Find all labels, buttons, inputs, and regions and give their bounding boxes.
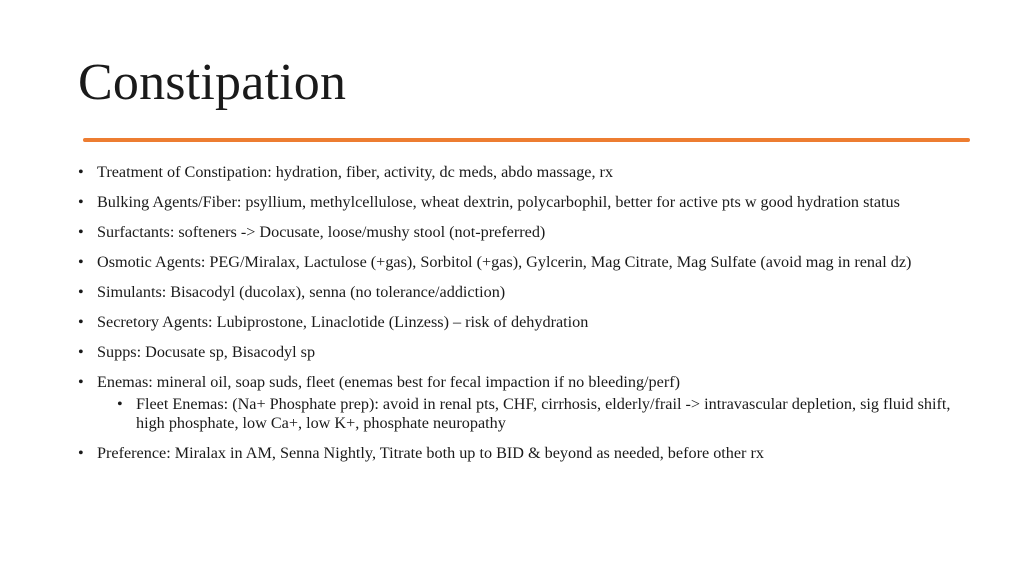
bullet-text: Supps: Docusate sp, Bisacodyl sp bbox=[97, 343, 316, 361]
bullet-text: Preference: Miralax in AM, Senna Nightly, Titrate both up to BID & beyond as needed, before other rx bbox=[97, 444, 764, 462]
bullet-text: Osmotic Agents: PEG/Miralax, Lactulose (+gas), Sorbitol (+gas), Gylcerin, Mag Citrate, Mag Sulfate (avoid mag in renal dz) bbox=[97, 253, 912, 271]
bullet-item bbox=[78, 193, 958, 213]
bullet-text: Surfactants: softeners -> Docusate, loose/mushy stool (not-preferred) bbox=[97, 223, 546, 241]
bullet-text: Enemas: mineral oil, soap suds, fleet (enemas best for fecal impaction if no bleeding/perf) bbox=[97, 373, 681, 391]
bullet-item bbox=[78, 373, 958, 434]
sub-bullet-text: Fleet Enemas: (Na+ Phosphate prep): avoid in renal pts, CHF, cirrhosis, elderly/frail -> intravascular depletion, sig fluid shift, high phosphate, low Ca+, low K+, phosphate neuropathy bbox=[136, 394, 951, 432]
bullet-list bbox=[78, 163, 958, 474]
sub-bullet-list bbox=[97, 395, 958, 434]
sub-bullet-item bbox=[97, 395, 958, 434]
bullet-item bbox=[78, 253, 958, 273]
title-divider bbox=[83, 138, 970, 142]
bullet-item bbox=[78, 163, 958, 183]
bullet-text: Treatment of Constipation: hydration, fiber, activity, dc meds, abdo massage, rx bbox=[97, 163, 614, 181]
bullet-item bbox=[78, 343, 958, 363]
slide-title: Constipation bbox=[78, 54, 347, 111]
bullet-text: Bulking Agents/Fiber: psyllium, methylcellulose, wheat dextrin, polycarbophil, better for active pts w good hydration status bbox=[97, 193, 900, 211]
bullet-item bbox=[78, 313, 958, 333]
bullet-item bbox=[78, 223, 958, 243]
bullet-item bbox=[78, 444, 958, 464]
bullet-text: Simulants: Bisacodyl (ducolax), senna (no tolerance/addiction) bbox=[97, 283, 506, 301]
bullet-item bbox=[78, 283, 958, 303]
bullet-text: Secretory Agents: Lubiprostone, Linaclotide (Linzess) – risk of dehydration bbox=[97, 313, 589, 331]
